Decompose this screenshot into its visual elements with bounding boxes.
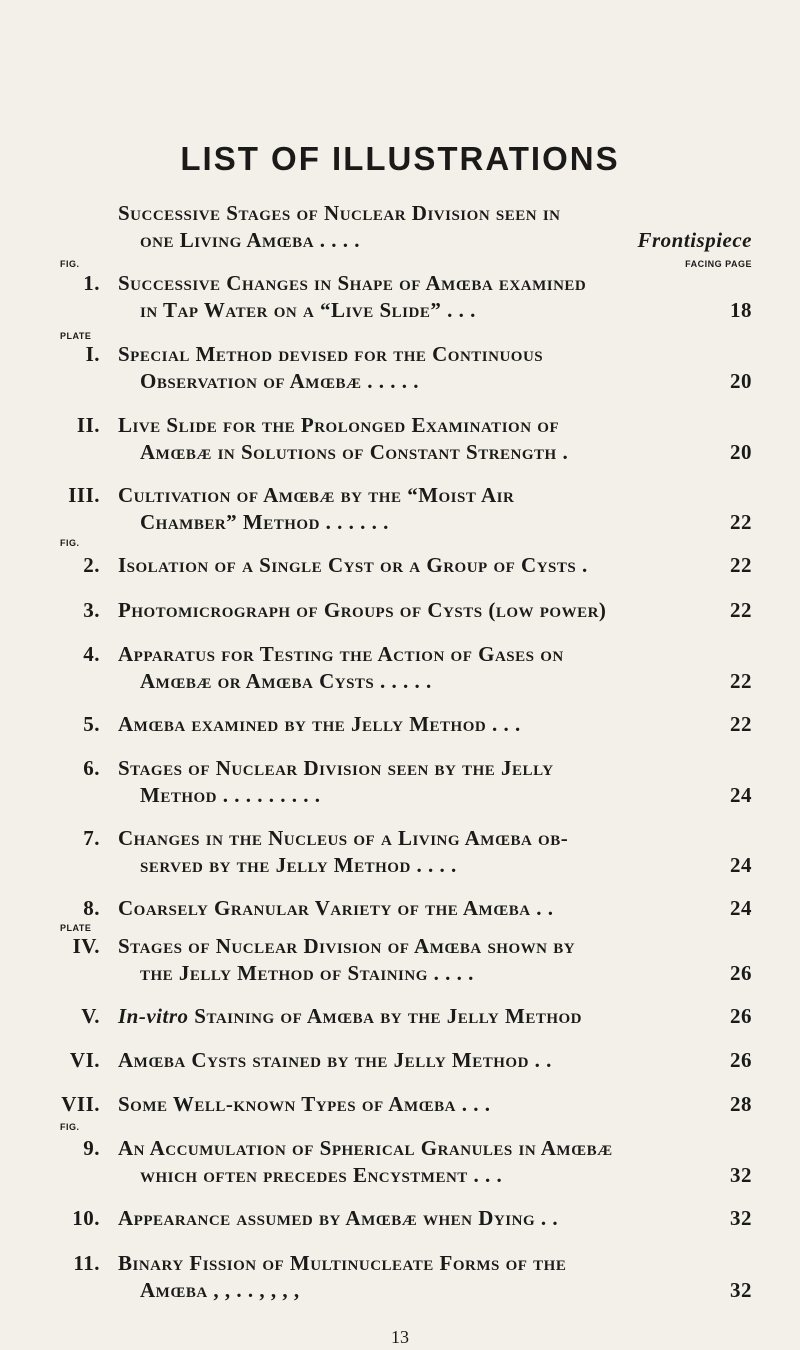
entry-page: 32 <box>730 1278 752 1302</box>
entry-number: 10. <box>72 1206 100 1230</box>
plate-label: PLATE <box>60 923 92 933</box>
entry-title-line-1: Live Slide for the Prolonged Examination of <box>118 413 560 437</box>
entry-page: 26 <box>730 961 752 985</box>
entry-page: 32 <box>730 1206 752 1230</box>
entry-title-line-1: Isolation of a Single Cyst or a Group of Cysts . <box>118 553 588 577</box>
entry-title-line-1: Stages of Nuclear Division seen by the Jelly <box>118 756 554 780</box>
entry-page: 22 <box>730 669 752 693</box>
entry-title-line-2: Method . . . . . . . . . <box>140 783 321 807</box>
entry-title-line-2: Amœbæ or Amœba Cysts . . . . . <box>140 669 432 693</box>
entry-number: 1. <box>83 271 100 295</box>
plate-label: PLATE <box>60 331 92 341</box>
entry-title-line-1: Coarsely Granular Variety of the Amœba . . <box>118 896 554 920</box>
entry-title-line-2: in Tap Water on a “Live Slide” . . . <box>140 298 476 322</box>
entry-title-rest: Staining of Amœba by the Jelly Method <box>194 1004 582 1028</box>
entry-number: IV. <box>72 934 100 958</box>
entry-page: 22 <box>730 553 752 577</box>
entry-title-line-2: Amœbæ in Solutions of Constant Strength . <box>140 440 569 464</box>
page-number: 13 <box>391 1327 409 1347</box>
frontispiece-line-1: Successive Stages of Nuclear Division seen in <box>118 201 561 225</box>
fig-label: FIG. <box>60 1122 80 1132</box>
entry-page: 26 <box>730 1048 752 1072</box>
entry-title-line-2: served by the Jelly Method . . . . <box>140 853 457 877</box>
entry-number: 2. <box>83 553 100 577</box>
entry-number: 4. <box>83 642 100 666</box>
page-title: LIST OF ILLUSTRATIONS <box>180 140 620 177</box>
entry-number: III. <box>68 483 100 507</box>
entry-page: 22 <box>730 598 752 622</box>
frontispiece-page: Frontispiece <box>637 228 752 252</box>
entry-page: 20 <box>730 369 752 393</box>
entry-title-line-2: which often precedes Encystment . . . <box>140 1163 503 1187</box>
fig-label: FIG. <box>60 538 80 548</box>
entry-number: 6. <box>83 756 100 780</box>
entry-title-line-1: Cultivation of Amœbæ by the “Moist Air <box>118 483 515 507</box>
entry-title-line-1: Appearance assumed by Amœbæ when Dying . . <box>118 1206 559 1230</box>
entry-title-line-1: Binary Fission of Multinucleate Forms of the <box>118 1251 567 1275</box>
entry-number: V. <box>81 1004 100 1028</box>
entry-title-line-1: Amœba examined by the Jelly Method . . . <box>118 712 521 736</box>
entry-page: 24 <box>730 896 752 920</box>
fig-label: FIG. <box>60 259 80 269</box>
entry-title-line-1: Amœba Cysts stained by the Jelly Method . . <box>118 1048 552 1072</box>
entry-title-line-2: Chamber” Method . . . . . . <box>140 510 389 534</box>
entry-title-line-1 <box>118 1004 582 1029</box>
entry-page: 26 <box>730 1004 752 1028</box>
entry-number: I. <box>85 342 100 366</box>
entry-page: 32 <box>730 1163 752 1187</box>
entry-page: 24 <box>730 853 752 877</box>
facing-page-label: FACING PAGE <box>685 259 752 269</box>
entry-number: 5. <box>83 712 100 736</box>
entry-title-line-1: Special Method devised for the Continuous <box>118 342 544 366</box>
entry-title-line-1: An Accumulation of Spherical Granules in Amœbæ <box>118 1136 613 1160</box>
entry-title-line-2: Observation of Amœbæ . . . . . <box>140 369 419 393</box>
entry-title-line-1: Successive Changes in Shape of Amœba examined <box>118 271 587 295</box>
entry-title-line-2: the Jelly Method of Staining . . . . <box>140 961 474 985</box>
entry-title-line-1: Photomicrograph of Groups of Cysts (low power) <box>118 598 607 622</box>
entry-number: VI. <box>69 1048 100 1072</box>
entry-page: 18 <box>730 298 752 322</box>
entry-title-line-1: Some Well-known Types of Amœba . . . <box>118 1092 491 1116</box>
entry-title-line-2: Amœba , , . . , , , , <box>140 1278 300 1302</box>
entry-page: 22 <box>730 510 752 534</box>
entry-page: 24 <box>730 783 752 807</box>
entry-title-line-1: Changes in the Nucleus of a Living Amœba ob- <box>118 826 569 850</box>
entry-title-line-1: Stages of Nuclear Division of Amœba shown by <box>118 934 576 958</box>
entry-number: 8. <box>83 896 100 920</box>
entry-number: 9. <box>83 1136 100 1160</box>
frontispiece-line-2: one Living Amœba . . . . <box>140 228 361 252</box>
entry-page: 20 <box>730 440 752 464</box>
entry-page: 28 <box>730 1092 752 1116</box>
entry-number: 3. <box>83 598 100 622</box>
entry-page: 22 <box>730 712 752 736</box>
entry-number: 7. <box>83 826 100 850</box>
entry-title-italic: In-vitro <box>118 1004 189 1028</box>
entry-title-line-1: Apparatus for Testing the Action of Gases on <box>118 642 564 666</box>
entry-number: II. <box>76 413 100 437</box>
entry-number: 11. <box>73 1251 100 1275</box>
entry-number: VII. <box>61 1092 100 1116</box>
